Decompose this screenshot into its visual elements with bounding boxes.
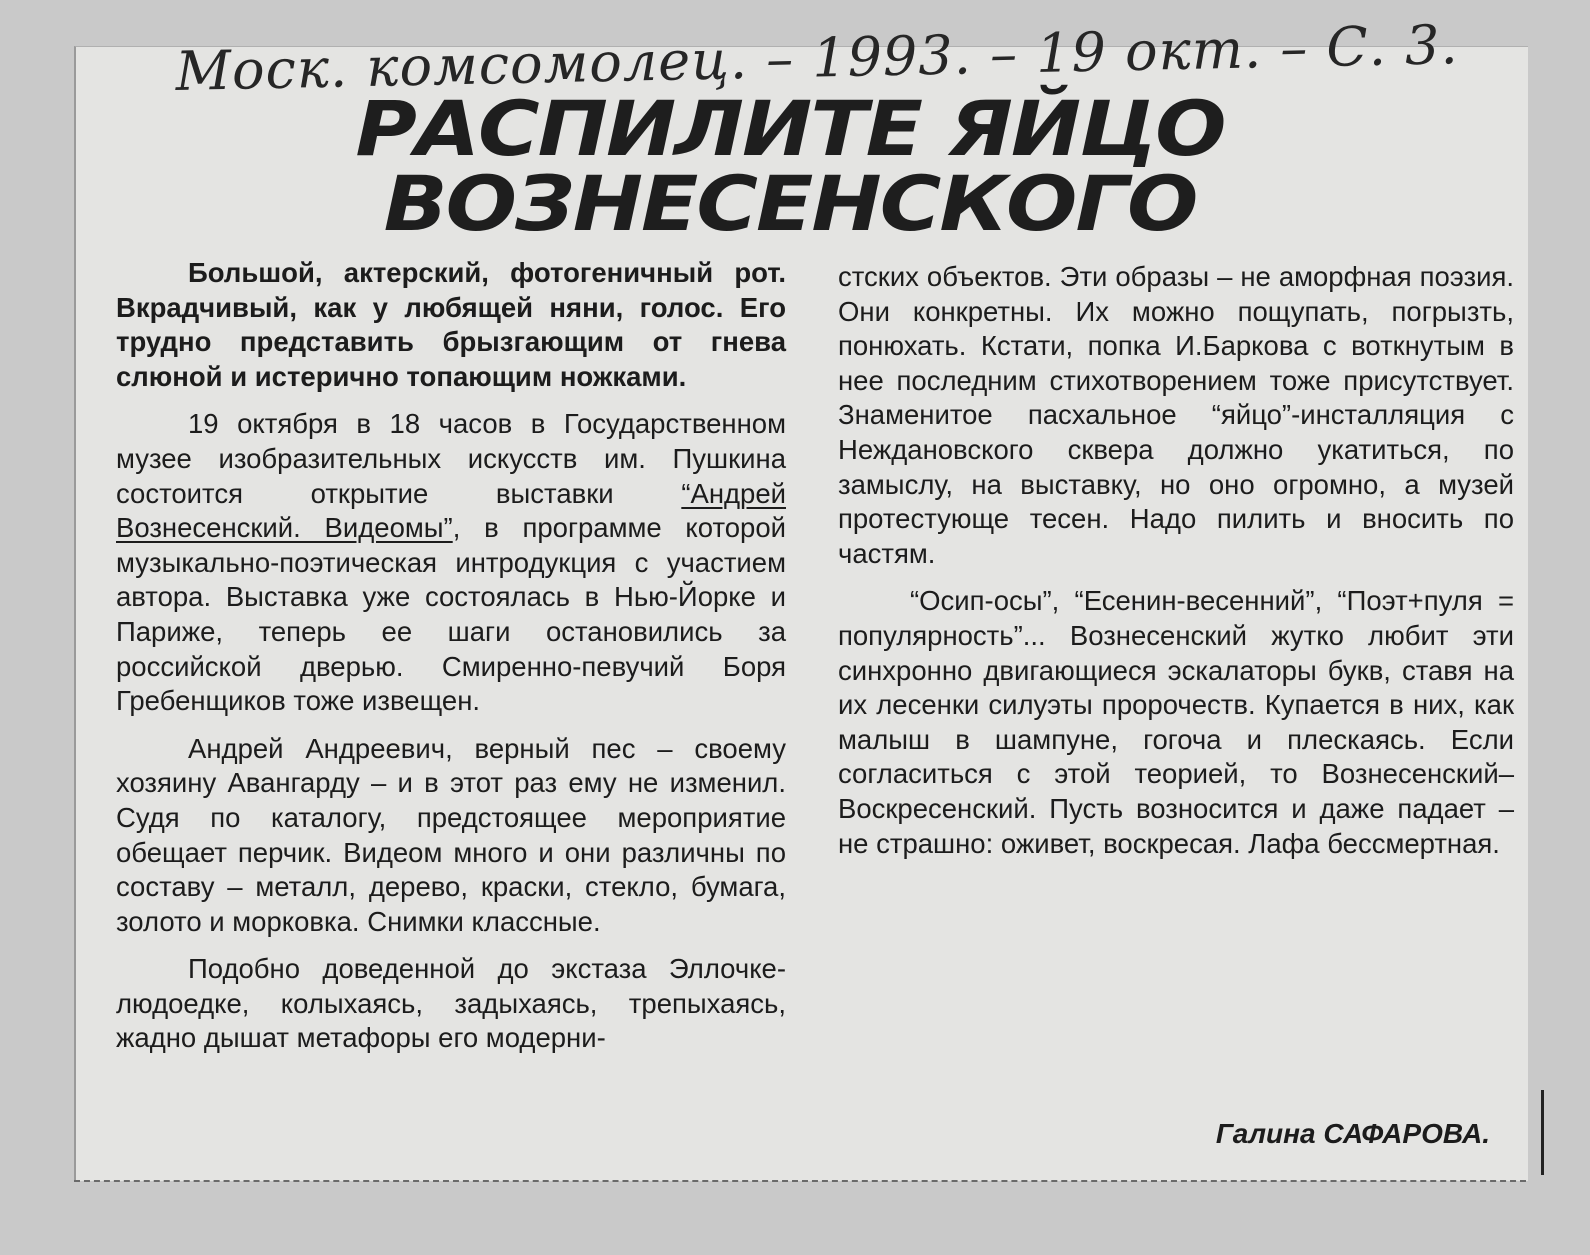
article-lead: Большой, актерский, фотогеничный рот. Вкрадчивый, как у любящей няни, голос. Его трудно представить брызгающим от гнева слюной и истерично топающим ножками. <box>116 257 786 392</box>
paragraph-1-text-end: , в программе которой музыкально-поэтическая интродукция с участием автора. Выставка уже состоялась в Нью-Йорке и Париже, теперь ее шаги остановились за российской дверью. Смиренно-певучий Боря Гребенщиков тоже извещен. <box>116 512 786 717</box>
article-column-right <box>838 260 1514 874</box>
cut-line-right <box>1541 1090 1544 1175</box>
article-paragraph-3-end: стских объектов. Эти образы – не аморфная поэзия. Они конкретны. Их можно пощупать, погрызть, понюхать. Кстати, попка И.Баркова с воткнутым в нее последним стихотворением тоже присутствует. Знаменитое пасхальное “яйцо”-инсталляция с Неждановского сквера должно укатиться, по замыслу, на выставку, но оно огромно, а музей протестующе тесен. Надо пилить и вносить по частям. <box>838 261 1514 569</box>
paragraph-1-text: 19 октября в 18 часов в Государственном музее изобразительных искусств им. Пушкина состоится открытие выставки <box>116 408 786 509</box>
article-paragraph-4: “Осип-осы”, “Есенин-весенний”, “Поэт+пуля = популярность”... Вознесенский жутко любит эти синхронно двигающиеся эскалаторы букв, ставя на их лесенки силуэты пророчеств. Купается в них, как малыш в шампуне, гогоча и плескаясь. Если согласиться с этой теорией, то Вознесенский–Воскресенский. Пусть возносится и даже падает – не страшно: оживет, воскресая. Лафа бессмертная. <box>838 585 1514 859</box>
cut-line-bottom <box>74 1180 1526 1182</box>
exhibition-title-underlined: “Андрей Вознесенский. Видеомы” <box>116 477 786 544</box>
article-paragraph-2: Андрей Андреевич, верный пес – своему хозяину Авангарду – и в этот раз ему не изменил. Судя по каталогу, предстоящее мероприятие обещает перчик. Видеом много и они различны по составу – металл, дерево, краски, стекло, бумага, золото и морковка. Снимки классные. <box>116 732 786 937</box>
headline-line-2: ВОЗНЕСЕНСКОГО <box>383 159 1197 249</box>
article-paragraph-3-start: Подобно доведенной до экстаза Эллочке-людоедке, колыхаясь, задыхаясь, трепыхаясь, жадно дышат метафоры его модерни- <box>116 953 786 1054</box>
headline-line-1: РАСПИЛИТЕ ЯЙЦО <box>355 84 1225 174</box>
article-column-left <box>116 256 786 1069</box>
handwritten-source-note: Моск. комсомолец. – 1993. – 19 окт. – С. 3. <box>175 13 1460 103</box>
article-paragraph-1 <box>116 407 786 718</box>
author-byline: Галина САФАРОВА. <box>1215 1118 1490 1149</box>
